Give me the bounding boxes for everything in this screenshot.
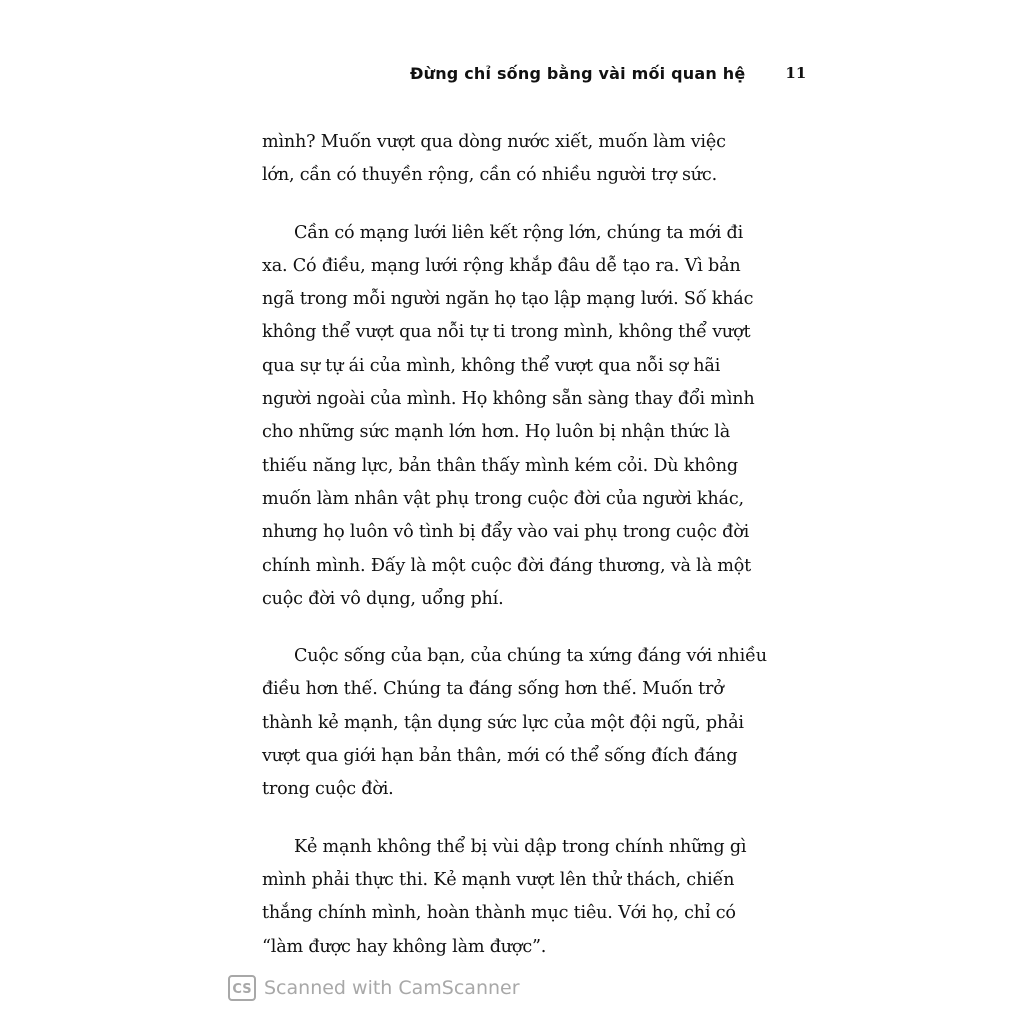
text-line: thắng chính mình, hoàn thành mục tiêu. Với họ, chỉ có [262,903,736,924]
text-line: điều hơn thế. Chúng ta đáng sống hơn thế. Muốn trở [262,679,724,700]
text-line: thiếu năng lực, bản thân thấy mình kém cỏi. Dù không [262,455,738,476]
text-line: trong cuộc đời. [262,779,394,800]
text-line: người ngoài của mình. Họ không sẵn sàng thay đổi mình [262,389,755,410]
text-line: mình phải thực thi. Kẻ mạnh vượt lên thử thách, chiến [262,869,735,890]
paragraph-3 [262,640,767,806]
text-line: xa. Có điều, mạng lưới rộng khắp đâu dễ tạo ra. Vì bản [262,255,741,276]
text-line: nhưng họ luôn vô tình bị đẩy vào vai phụ trong cuộc đời [262,522,750,543]
text-line: Kẻ mạnh không thể bị vùi dập trong chính những gì [294,836,747,857]
text-line: mình? Muốn vượt qua dòng nước xiết, muốn làm việc [262,132,726,152]
text-line: cho những sức mạnh lớn hơn. Họ luôn bị nhận thức là [262,422,731,443]
text-line: không thể vượt qua nỗi tự ti trong mình, không thể vượt [262,322,751,343]
text-line: muốn làm nhân vật phụ trong cuộc đời của người khác, [262,488,744,509]
paragraph-4 [262,831,746,964]
text-line: “làm được hay không làm được”. [262,936,547,957]
text-line: chính mình. Đấy là một cuộc đời đáng thương, và là một [262,555,751,576]
text-line: Cuộc sống của bạn, của chúng ta xứng đáng với nhiều [294,646,767,667]
body-text [262,126,767,964]
text-line: Cần có mạng lưới liên kết rộng lớn, chúng ta mới đi [294,222,744,243]
running-header [410,56,807,90]
watermark-text: Scanned with CamScanner [264,977,520,999]
camscanner-logo-icon [228,975,256,1001]
text-line: lớn, cần có thuyền rộng, cần có nhiều người trợ sức. [262,165,717,186]
text-line: vượt qua giới hạn bản thân, mới có thể sống đích đáng [262,746,738,767]
page-number: 11 [785,64,807,82]
text-line: cuộc đời vô dụng, uổng phí. [262,588,504,609]
chapter-title: Đừng chỉ sống bằng vài mối quan hệ [410,63,746,83]
paragraph-1 [262,126,746,193]
scanner-watermark [228,973,520,1003]
text-line: thành kẻ mạnh, tận dụng sức lực của một đội ngũ, phải [262,712,744,733]
logo-text: CS [232,982,252,997]
paragraph-2 [262,217,755,617]
text-line: ngã trong mỗi người ngăn họ tạo lập mạng lưới. Số khác [262,289,754,310]
text-line: qua sự tự ái của mình, không thể vượt qua nỗi sợ hãi [262,355,721,376]
